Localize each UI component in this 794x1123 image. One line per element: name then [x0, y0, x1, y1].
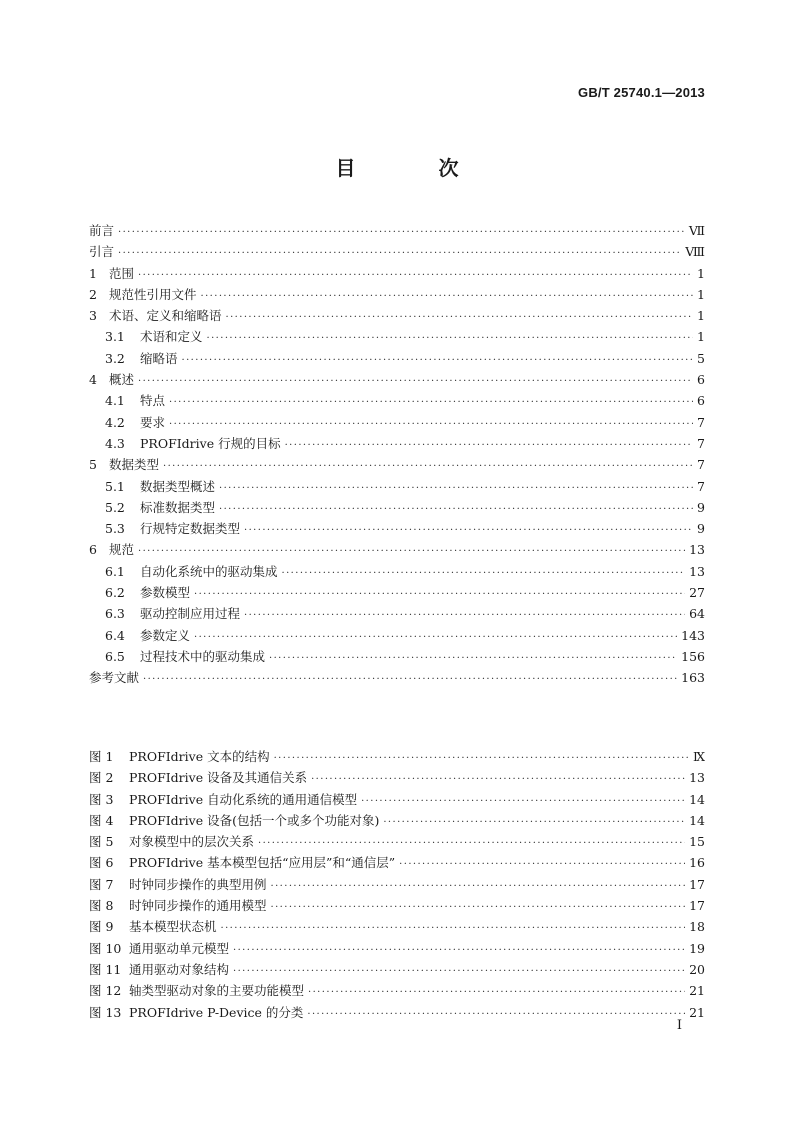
entry-label — [89, 746, 270, 767]
dot-leader — [221, 918, 686, 939]
entry-title: PROFIdrive 基本模型包括“应用层”和“通信层” — [129, 855, 396, 871]
entry-number: 图 10 — [89, 940, 122, 956]
entry-label — [89, 305, 222, 326]
entry-label — [105, 348, 178, 369]
entry-page: 7 — [697, 457, 705, 473]
toc-entry[interactable] — [89, 582, 705, 603]
dot-leader — [383, 812, 685, 833]
entry-number: 6.5 — [105, 648, 125, 664]
toc-entry[interactable] — [89, 539, 705, 560]
toc-entry[interactable] — [89, 305, 705, 326]
entry-label — [89, 810, 379, 831]
entry-title: PROFIdrive 自动化系统的通用通信模型 — [129, 791, 358, 807]
entry-title: 自动化系统中的驱动集成 — [140, 563, 278, 579]
entry-page: 5 — [697, 350, 705, 366]
dot-leader — [182, 350, 694, 371]
toc-entry[interactable] — [89, 433, 705, 454]
entry-label — [89, 789, 357, 810]
entry-title: PROFIdrive 设备(包括一个或多个功能对象) — [129, 812, 380, 828]
entry-number: 图 11 — [89, 961, 122, 977]
entry-label — [89, 895, 267, 916]
entry-title: 前言 — [89, 223, 115, 238]
entry-page: 7 — [697, 435, 705, 451]
toc-entry[interactable] — [89, 667, 705, 688]
dot-leader — [233, 961, 685, 982]
entry-page: 27 — [689, 585, 705, 601]
entry-number: 1 — [89, 265, 97, 281]
entry-number: 2 — [89, 286, 97, 302]
entry-number: 5.1 — [105, 478, 125, 494]
entry-page: 21 — [689, 1004, 705, 1020]
entry-page: 15 — [689, 834, 705, 850]
entry-page: 14 — [689, 791, 705, 807]
entry-number: 图 6 — [89, 855, 114, 871]
entry-page: 1 — [697, 308, 705, 324]
dot-leader — [194, 627, 677, 648]
entry-number: 图 13 — [89, 1004, 122, 1020]
entry-page: 17 — [689, 898, 705, 914]
entry-label — [89, 284, 197, 305]
entry-label — [89, 916, 217, 937]
entry-number: 5.3 — [105, 521, 125, 537]
entry-page: 1 — [697, 265, 705, 281]
dot-leader — [244, 520, 693, 541]
toc-entry[interactable] — [89, 241, 705, 262]
entry-label — [89, 831, 254, 852]
entry-label — [89, 220, 114, 241]
dot-leader — [282, 563, 686, 584]
entry-page: 13 — [689, 542, 705, 558]
entry-page: 143 — [681, 627, 705, 643]
entry-number: 3 — [89, 308, 97, 324]
toc-entry[interactable] — [89, 518, 705, 539]
toc-entry[interactable] — [89, 220, 705, 241]
entry-number: 5 — [89, 457, 97, 473]
entry-page: 9 — [697, 521, 705, 537]
toc-entry[interactable] — [89, 326, 705, 347]
entry-number: 3.2 — [105, 350, 125, 366]
entry-number: 4.2 — [105, 414, 125, 430]
entry-number: 图 12 — [89, 983, 122, 999]
entry-page: 14 — [689, 812, 705, 828]
dot-leader — [138, 265, 693, 286]
dot-leader — [219, 478, 693, 499]
entry-label — [89, 959, 229, 980]
entry-page: Ⅷ — [685, 244, 705, 260]
entry-label — [105, 476, 215, 497]
entry-label — [105, 433, 281, 454]
dot-leader — [207, 328, 694, 349]
entry-label — [89, 263, 134, 284]
entry-page: 19 — [689, 940, 705, 956]
dot-leader — [138, 371, 693, 392]
entry-title: 对象模型中的层次关系 — [129, 834, 255, 850]
dot-leader — [285, 435, 693, 456]
entry-label — [105, 561, 278, 582]
entry-number: 6.2 — [105, 585, 125, 601]
dot-leader — [307, 1004, 685, 1025]
entry-page: 6 — [697, 372, 705, 388]
entry-title: 通用驱动对象结构 — [129, 961, 230, 977]
dot-leader — [271, 897, 686, 918]
entry-title: 标准数据类型 — [140, 499, 216, 515]
dot-leader — [163, 456, 693, 477]
entry-title: PROFIdrive P-Device 的分类 — [129, 1004, 304, 1020]
entry-label — [105, 518, 240, 539]
toc-entry[interactable] — [89, 284, 705, 305]
entry-title: 特点 — [140, 393, 166, 409]
dot-leader — [169, 414, 693, 435]
list-of-figures — [89, 746, 705, 1023]
entry-page: 13 — [689, 563, 705, 579]
entry-label — [105, 603, 240, 624]
figure-entry[interactable] — [89, 746, 705, 767]
entry-number: 4 — [89, 372, 97, 388]
entry-title: PROFIdrive 文本的结构 — [129, 749, 270, 764]
entry-title: 缩略语 — [140, 350, 178, 366]
entry-label — [89, 938, 229, 959]
entry-number: 图 8 — [89, 898, 114, 914]
toc-entry[interactable] — [89, 263, 705, 284]
entry-label — [105, 497, 215, 518]
dot-leader — [271, 876, 686, 897]
entry-title: 参考文献 — [89, 670, 140, 686]
entry-title: 术语和定义 — [140, 329, 203, 345]
entry-number: 6 — [89, 542, 97, 558]
entry-title: 驱动控制应用过程 — [140, 606, 241, 622]
entry-number: 5.2 — [105, 499, 125, 515]
entry-page: 1 — [697, 329, 705, 345]
dot-leader — [226, 307, 694, 328]
entry-label — [89, 852, 395, 873]
entry-title: 参数定义 — [140, 627, 191, 643]
dot-leader — [244, 605, 685, 626]
entry-title: PROFIdrive 行规的目标 — [140, 435, 281, 451]
figure-entry[interactable] — [89, 810, 705, 831]
entry-title: 数据类型概述 — [140, 478, 216, 494]
toc-entry[interactable] — [89, 497, 705, 518]
entry-label — [89, 667, 139, 688]
entry-title: 时钟同步操作的典型用例 — [129, 876, 267, 892]
entry-number: 6.4 — [105, 627, 125, 643]
entry-label — [105, 582, 190, 603]
entry-label — [89, 874, 267, 895]
standard-code: GB/T 25740.1—2013 — [578, 85, 705, 100]
dot-leader — [399, 854, 685, 875]
toc-entry[interactable] — [89, 390, 705, 411]
dot-leader — [258, 833, 685, 854]
entry-page: 18 — [689, 919, 705, 935]
entry-number: 图 9 — [89, 919, 114, 935]
entry-title: 行规特定数据类型 — [140, 521, 241, 537]
table-of-contents — [89, 220, 705, 689]
entry-number: 4.3 — [105, 435, 125, 451]
entry-page: Ⅸ — [692, 749, 705, 764]
entry-title: 规范性引用文件 — [109, 286, 197, 302]
figure-entry[interactable] — [89, 789, 705, 810]
entry-page: 21 — [689, 983, 705, 999]
toc-entry[interactable] — [89, 412, 705, 433]
figure-entry[interactable] — [89, 895, 705, 916]
figure-entry[interactable] — [89, 1002, 705, 1023]
entry-number: 3.1 — [105, 329, 125, 345]
dot-leader — [233, 940, 685, 961]
toc-entry[interactable] — [89, 603, 705, 624]
toc-entry[interactable] — [89, 476, 705, 497]
entry-page: 13 — [689, 770, 705, 786]
dot-leader — [308, 982, 685, 1003]
dot-leader — [118, 243, 681, 264]
figure-entry[interactable] — [89, 916, 705, 937]
toc-entry[interactable] — [89, 646, 705, 667]
entry-title: 通用驱动单元模型 — [129, 940, 230, 956]
figure-entry[interactable] — [89, 852, 705, 873]
dot-leader — [219, 499, 693, 520]
entry-title: 时钟同步操作的通用模型 — [129, 898, 267, 914]
entry-label — [89, 1002, 303, 1023]
entry-title: 术语、定义和缩略语 — [109, 308, 222, 324]
entry-page: 20 — [689, 961, 705, 977]
entry-title: 轴类型驱动对象的主要功能模型 — [129, 983, 305, 999]
entry-title: PROFIdrive 设备及其通信关系 — [129, 770, 308, 786]
entry-number: 4.1 — [105, 393, 125, 409]
entry-label — [105, 390, 165, 411]
entry-title: 范围 — [109, 265, 135, 281]
entry-title: 要求 — [140, 414, 166, 430]
entry-label — [105, 625, 190, 646]
entry-page: 64 — [689, 606, 705, 622]
entry-label — [89, 241, 114, 262]
entry-page: 156 — [681, 648, 705, 664]
entry-label — [105, 412, 165, 433]
figure-entry[interactable] — [89, 874, 705, 895]
entry-label — [89, 767, 307, 788]
figure-entry[interactable] — [89, 831, 705, 852]
entry-number: 6.3 — [105, 606, 125, 622]
page-title: 目 次 — [335, 156, 497, 180]
figure-entry[interactable] — [89, 938, 705, 959]
toc-entry[interactable] — [89, 369, 705, 390]
entry-page: 16 — [689, 855, 705, 871]
dot-leader — [143, 669, 677, 690]
figure-entry[interactable] — [89, 767, 705, 788]
toc-entry[interactable] — [89, 625, 705, 646]
entry-number: 图 1 — [89, 749, 114, 764]
entry-number: 图 4 — [89, 812, 114, 828]
toc-entry[interactable] — [89, 348, 705, 369]
toc-entry[interactable] — [89, 561, 705, 582]
entry-title: 基本模型状态机 — [129, 919, 217, 935]
toc-entry[interactable] — [89, 454, 705, 475]
entry-label — [89, 369, 134, 390]
entry-number: 图 7 — [89, 876, 114, 892]
dot-leader — [274, 748, 689, 769]
entry-page: 1 — [697, 286, 705, 302]
entry-number: 图 2 — [89, 770, 114, 786]
entry-number: 图 3 — [89, 791, 114, 807]
figure-entry[interactable] — [89, 959, 705, 980]
entry-page: 7 — [697, 478, 705, 494]
entry-number: 6.1 — [105, 563, 125, 579]
entry-page: 7 — [697, 414, 705, 430]
dot-leader — [118, 222, 685, 243]
dot-leader — [138, 541, 685, 562]
entry-label — [89, 539, 134, 560]
entry-page: 163 — [681, 670, 705, 686]
entry-page: 9 — [697, 499, 705, 515]
entry-page: 6 — [697, 393, 705, 409]
dot-leader — [311, 769, 685, 790]
entry-page: Ⅶ — [688, 223, 705, 238]
dot-leader — [169, 392, 693, 413]
entry-number: 图 5 — [89, 834, 114, 850]
entry-label — [105, 646, 265, 667]
entry-page: 17 — [689, 876, 705, 892]
dot-leader — [194, 584, 685, 605]
entry-title: 引言 — [89, 244, 115, 260]
entry-title: 规范 — [109, 542, 135, 558]
entry-title: 概述 — [109, 372, 135, 388]
entry-title: 数据类型 — [109, 457, 160, 473]
dot-leader — [201, 286, 694, 307]
entry-label — [89, 454, 159, 475]
figure-entry[interactable] — [89, 980, 705, 1001]
entry-label — [89, 980, 304, 1001]
dot-leader — [269, 648, 677, 669]
entry-title: 过程技术中的驱动集成 — [140, 648, 266, 664]
page-number: I — [676, 1018, 682, 1033]
dot-leader — [361, 791, 685, 812]
entry-label — [105, 326, 203, 347]
entry-title: 参数模型 — [140, 585, 191, 601]
